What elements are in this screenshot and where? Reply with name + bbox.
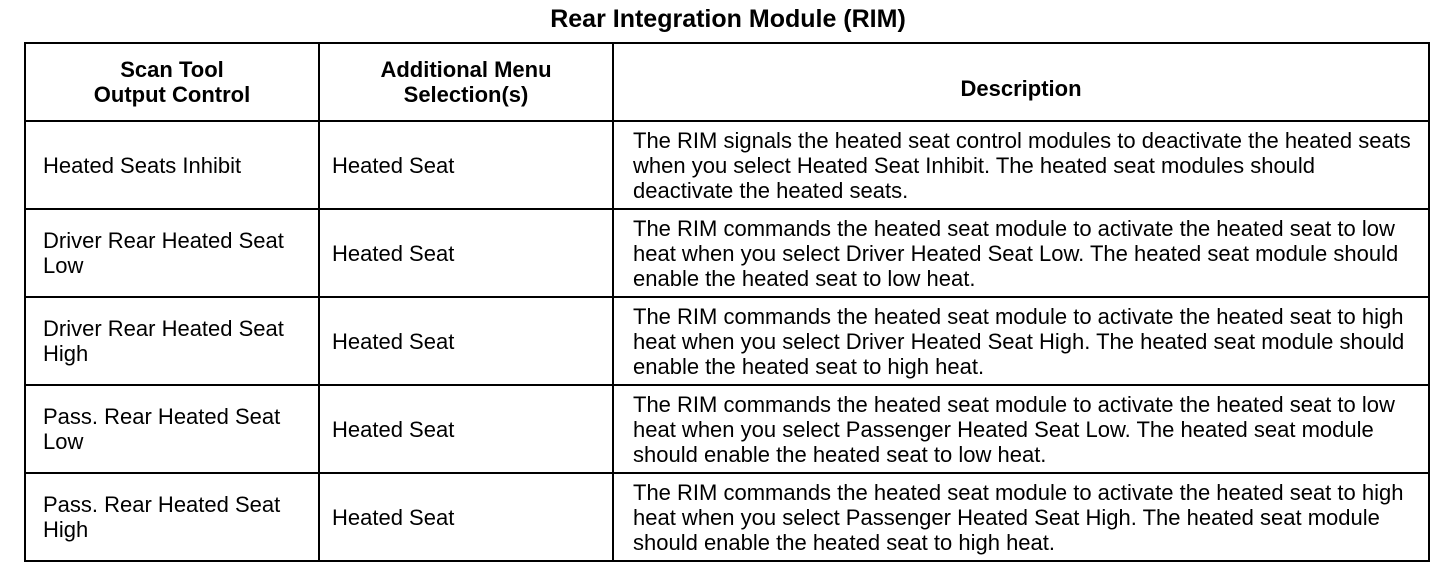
output-control-cell: Pass. Rear Heated Seat High xyxy=(25,473,319,561)
menu-selection-cell: Heated Seat xyxy=(319,121,613,209)
header-col1-line2: Output Control xyxy=(93,82,251,107)
output-control-cell: Driver Rear Heated Seat High xyxy=(25,297,319,385)
table-row xyxy=(25,121,1429,209)
header-col2-line2: Selection(s) xyxy=(403,82,529,107)
description-cell: The RIM commands the heated seat module to activate the heated seat to high heat when you select Passenger Heated Seat High. The heated seat module should enable the heated seat to high heat. xyxy=(613,473,1429,561)
rim-output-control-table xyxy=(24,42,1430,562)
header-additional-menu-selections xyxy=(319,43,613,121)
menu-selection-cell: Heated Seat xyxy=(319,209,613,297)
header-col1-line1: Scan Tool xyxy=(120,57,224,82)
description-cell: The RIM commands the heated seat module to activate the heated seat to high heat when you select Driver Heated Seat High. The heated seat module should enable the heated seat to high heat. xyxy=(613,297,1429,385)
header-col2-line1: Additional Menu xyxy=(380,57,552,82)
description-cell: The RIM signals the heated seat control modules to deactivate the heated seats when you select Heated Seat Inhibit. The heated seat modules should deactivate the heated seats. xyxy=(613,121,1429,209)
table-row xyxy=(25,473,1429,561)
description-cell: The RIM commands the heated seat module to activate the heated seat to low heat when you select Driver Heated Seat Low. The heated seat module should enable the heated seat to low heat. xyxy=(613,209,1429,297)
header-description: Description xyxy=(613,43,1429,121)
table-header-row xyxy=(25,43,1429,121)
table-row xyxy=(25,297,1429,385)
output-control-cell: Driver Rear Heated Seat Low xyxy=(25,209,319,297)
description-cell: The RIM commands the heated seat module to activate the heated seat to low heat when you select Passenger Heated Seat Low. The heated seat module should enable the heated seat to low heat. xyxy=(613,385,1429,473)
menu-selection-cell: Heated Seat xyxy=(319,473,613,561)
output-control-cell: Heated Seats Inhibit xyxy=(25,121,319,209)
menu-selection-cell: Heated Seat xyxy=(319,385,613,473)
header-scan-tool-output-control xyxy=(25,43,319,121)
table-row xyxy=(25,209,1429,297)
table-row xyxy=(25,385,1429,473)
menu-selection-cell: Heated Seat xyxy=(319,297,613,385)
document-title: Rear Integration Module (RIM) xyxy=(550,5,906,33)
output-control-cell: Pass. Rear Heated Seat Low xyxy=(25,385,319,473)
